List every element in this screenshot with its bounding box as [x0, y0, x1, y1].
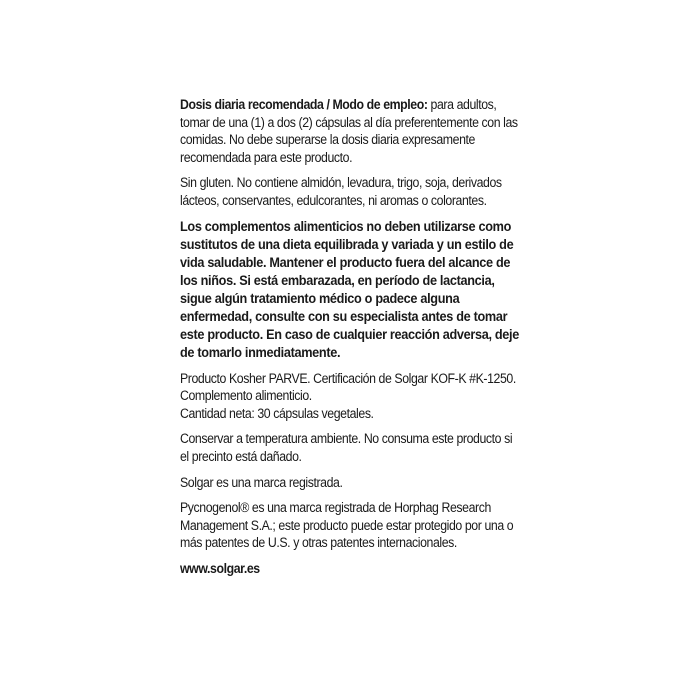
supplement-line: Complemento alimenticio. — [180, 388, 312, 404]
warning-paragraph: Los complementos alimenticios no deben utilizarse como sustitutos de una dieta equilibrada y variada y un estilo de vida saludable. Mantener el producto fuera del alcance de los niños. Si está embarazada, en período de lactancia, sigue algún tratamiento médico o padece alguna enfermedad, consulte con su especialista antes de tomar este producto. En caso de cualquier reacción adversa, deje de tomarlo inmediatamente. — [180, 218, 519, 360]
supplement-label-text — [180, 96, 520, 586]
website-link: www.solgar.es — [180, 560, 260, 576]
dosage-heading: Dosis diaria recomendada / Modo de empleo: — [180, 97, 428, 112]
storage-paragraph: Conservar a temperatura ambiente. No consuma este producto si el precinto está dañado. — [180, 431, 513, 464]
dosage-text: para adultos, tomar de una (1) a dos (2) cápsulas al día preferentemente con las comidas. No debe superarse la dosis diaria expresamente recomendada para este producto. — [180, 97, 518, 165]
dosage-paragraph — [180, 96, 520, 166]
kosher-line: Producto Kosher PARVE. Certificación de Solgar KOF-K #K-1250. — [180, 370, 516, 386]
net-quantity-line: Cantidad neta: 30 cápsulas vegetales. — [180, 405, 374, 421]
trademark-pycnogenol: Pycnogenol® es una marca registrada de Horphag Research Management S.A.; este producto puede estar protegido por una o más patentes de U.S. y otras patentes internacionales. — [180, 500, 514, 551]
trademark-solgar: Solgar es una marca registrada. — [180, 474, 343, 490]
free-from-paragraph: Sin gluten. No contiene almidón, levadura, trigo, soja, derivados lácteos, conservantes, edulcorantes, ni aromas o colorantes. — [180, 175, 502, 208]
